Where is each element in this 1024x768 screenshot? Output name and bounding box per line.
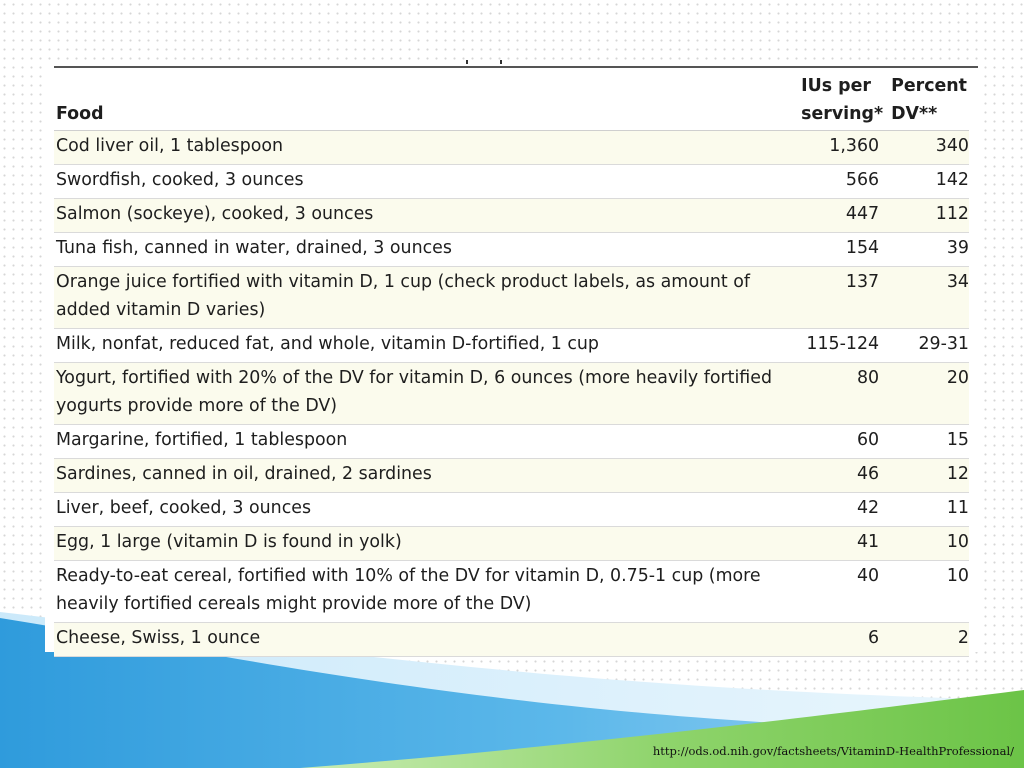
percent-dv-cell: 11 [885,493,969,527]
table-row [54,267,969,329]
percent-dv-cell: 2 [885,623,969,657]
food-cell: Ready-to-eat cereal, fortified with 10% of the DV for vitamin D, 0.75-1 cup (more heavily fortified cereals might provide more of the DV) [54,561,795,623]
column-header-food [54,69,795,131]
dv-header-line-1: Percent [891,76,967,96]
percent-dv-cell: 20 [885,363,969,425]
percent-dv-cell: 340 [885,131,969,165]
percent-dv-cell: 15 [885,425,969,459]
table-row [54,233,969,267]
ius-cell: 41 [795,527,885,561]
food-cell: Yogurt, fortified with 20% of the DV for vitamin D, 6 ounces (more heavily fortified yogurts provide more of the DV) [54,363,795,425]
column-header-percent-dv [885,69,969,131]
ius-cell: 137 [795,267,885,329]
source-url: http://ods.od.nih.gov/factsheets/VitaminD-HealthProfessional/ [652,744,1014,758]
ius-cell: 115-124 [795,329,885,363]
percent-dv-cell: 10 [885,527,969,561]
percent-dv-cell: 39 [885,233,969,267]
food-cell: Margarine, fortified, 1 tablespoon [54,425,795,459]
food-cell: Tuna fish, canned in water, drained, 3 ounces [54,233,795,267]
ius-header-line-1: IUs per [801,76,871,96]
ius-cell: 154 [795,233,885,267]
percent-dv-cell: 10 [885,561,969,623]
vitamin-d-table-panel [45,61,978,652]
table-row [54,493,969,527]
vitamin-d-food-table [54,69,969,657]
food-cell: Salmon (sockeye), cooked, 3 ounces [54,199,795,233]
ius-cell: 6 [795,623,885,657]
food-cell: Orange juice fortified with vitamin D, 1 cup (check product labels, as amount of added vitamin D varies) [54,267,795,329]
food-header-label: Food [56,104,104,124]
ius-cell: 40 [795,561,885,623]
dv-header-line-2: DV** [891,104,938,124]
column-header-ius [795,69,885,131]
table-row [54,165,969,199]
percent-dv-cell: 112 [885,199,969,233]
table-row [54,425,969,459]
food-cell: Swordfish, cooked, 3 ounces [54,165,795,199]
ius-cell: 1,360 [795,131,885,165]
food-cell: Cod liver oil, 1 tablespoon [54,131,795,165]
percent-dv-cell: 34 [885,267,969,329]
table-row [54,363,969,425]
food-cell: Milk, nonfat, reduced fat, and whole, vitamin D-fortified, 1 cup [54,329,795,363]
percent-dv-cell: 29-31 [885,329,969,363]
table-row [54,527,969,561]
ius-cell: 42 [795,493,885,527]
table-top-rule [54,66,978,68]
ius-cell: 46 [795,459,885,493]
ius-cell: 60 [795,425,885,459]
ius-cell: 566 [795,165,885,199]
percent-dv-cell: 12 [885,459,969,493]
food-cell: Sardines, canned in oil, drained, 2 sardines [54,459,795,493]
table-row [54,623,969,657]
table-row [54,329,969,363]
food-cell: Egg, 1 large (vitamin D is found in yolk) [54,527,795,561]
food-cell: Cheese, Swiss, 1 ounce [54,623,795,657]
table-row [54,459,969,493]
table-row [54,561,969,623]
table-row [54,131,969,165]
percent-dv-cell: 142 [885,165,969,199]
ius-cell: 80 [795,363,885,425]
ius-header-line-2: serving* [801,104,884,124]
table-row [54,199,969,233]
food-cell: Liver, beef, cooked, 3 ounces [54,493,795,527]
ius-cell: 447 [795,199,885,233]
table-header-row [54,69,969,131]
